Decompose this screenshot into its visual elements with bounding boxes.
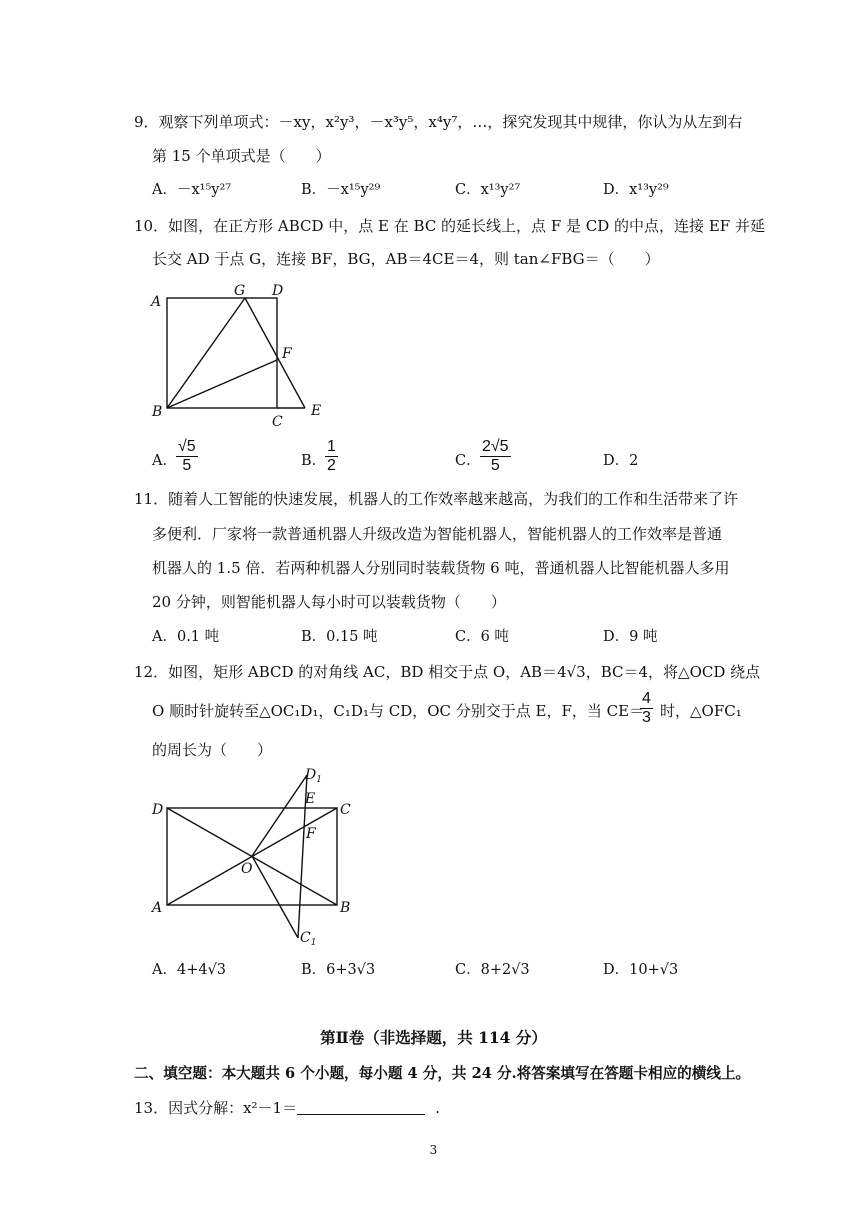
q10-option-b-fraction: $\frac{1}{2}$	[327, 438, 336, 474]
q12-option-b: B．6+3√3	[301, 962, 376, 978]
q10-figure	[145, 280, 345, 430]
q10-label-a: A	[151, 294, 162, 310]
q10-option-d-value: 2	[629, 453, 639, 469]
q9-option-c: C．x¹³y²⁷	[455, 182, 521, 198]
q9-line2: 第 15 个单项式是（ ）	[152, 147, 331, 165]
q13-answer-blank[interactable]	[297, 1098, 425, 1115]
q11-option-a: A．0.1 吨	[152, 629, 220, 645]
q12-figure	[145, 765, 365, 950]
q11-line3: 机器人的 1.5 倍．若两种机器人分别同时装载货物 6 吨，普通机器人比智能机器人多用	[152, 559, 730, 577]
q10-label-d: D	[272, 283, 284, 299]
q12-line2b: 时，△OFC₁	[660, 702, 742, 720]
q12-line1: 12．如图，矩形 ABCD 的对角线 AC，BD 相交于点 O，AB＝4√3，BC＝4，将△OCD 绕点	[134, 663, 761, 681]
q12-label-d: D	[152, 802, 164, 818]
q11-line4: 20 分钟，则智能机器人每小时可以装载货物（ ）	[152, 593, 506, 611]
q10-label-e: E	[311, 403, 322, 419]
section-instructions: 二、填空题：本大题共 6 个小题，每小题 4 分，共 24 分.将答案填写在答题卡相应的横线上。	[134, 1065, 751, 1082]
q12-label-b: B	[340, 900, 351, 916]
q12-ce-fraction: $\frac{4}{3}$	[642, 690, 651, 726]
q9-option-b: B．－x¹⁵y²⁹	[301, 182, 381, 198]
q10-option-c-letter: C．	[455, 453, 481, 469]
q12-option-d: D．10+√3	[603, 962, 679, 978]
section-title: 第Ⅱ卷（非选择题，共 114 分）	[320, 1028, 547, 1047]
q10-label-g: G	[234, 283, 246, 299]
q10-option-a-fraction: $\frac{√5}{5}$	[178, 438, 196, 474]
q10-label-b: B	[152, 404, 163, 420]
q12-label-c: C	[340, 802, 351, 818]
q11-option-d: D．9 吨	[603, 629, 658, 645]
q9-line1: 9．观察下列单项式：－xy，x²y³，－x³y⁵，x⁴y⁷，…，探究发现其中规律，你认为从左到右	[134, 113, 743, 131]
q13-end: .	[435, 1099, 440, 1117]
q9-option-d: D．x¹³y²⁹	[603, 182, 669, 198]
q12-label-a: A	[152, 900, 163, 916]
q13-text: 13．因式分解：x²－1＝	[134, 1099, 298, 1117]
q12-option-a: A．4+4√3	[152, 962, 227, 978]
q10-option-a-letter: A．	[152, 453, 177, 469]
q10-label-c: C	[272, 414, 283, 430]
q10-line1: 10．如图，在正方形 ABCD 中，点 E 在 BC 的延长线上，点 F 是 CD 的中点，连接 EF 并延	[134, 217, 765, 235]
q10-option-d	[603, 451, 638, 471]
q9-option-a: A．－x¹⁵y²⁷	[152, 182, 232, 198]
q10-option-d-letter: D．	[603, 453, 630, 469]
q12-option-c: C．8+2√3	[455, 962, 530, 978]
q12-line2a: O 顺时针旋转至△OC₁D₁，C₁D₁与 CD，OC 分别交于点 E，F，当 CE＝	[152, 702, 645, 720]
q12-label-o: O	[241, 861, 253, 877]
q11-line1: 11．随着人工智能的快速发展，机器人的工作效率越来越高，为我们的工作和生活带来了许	[134, 490, 739, 508]
q12-line3: 的周长为（ ）	[152, 741, 273, 759]
q10-option-b-letter: B．	[301, 453, 327, 469]
q11-option-c: C．6 吨	[455, 629, 509, 645]
q12-label-e: E	[305, 791, 316, 807]
q12-label-d1: $D_1$	[305, 767, 322, 785]
q12-label-c1: $C_1$	[300, 930, 317, 948]
q13-line	[134, 1098, 440, 1118]
q10-line2: 长交 AD 于点 G，连接 BF，BG，AB＝4CE＝4，则 tan∠FBG＝（ ）	[152, 250, 660, 268]
q11-option-b: B．0.15 吨	[301, 629, 378, 645]
page-number: 3	[429, 1143, 438, 1157]
q10-label-f: F	[282, 346, 292, 362]
q11-line2: 多便利．厂家将一款普通机器人升级改造为智能机器人，智能机器人的工作效率是普通	[152, 525, 723, 543]
q12-label-f: F	[306, 826, 316, 842]
q10-option-c-fraction: $\frac{2√5}{5}$	[482, 438, 509, 474]
